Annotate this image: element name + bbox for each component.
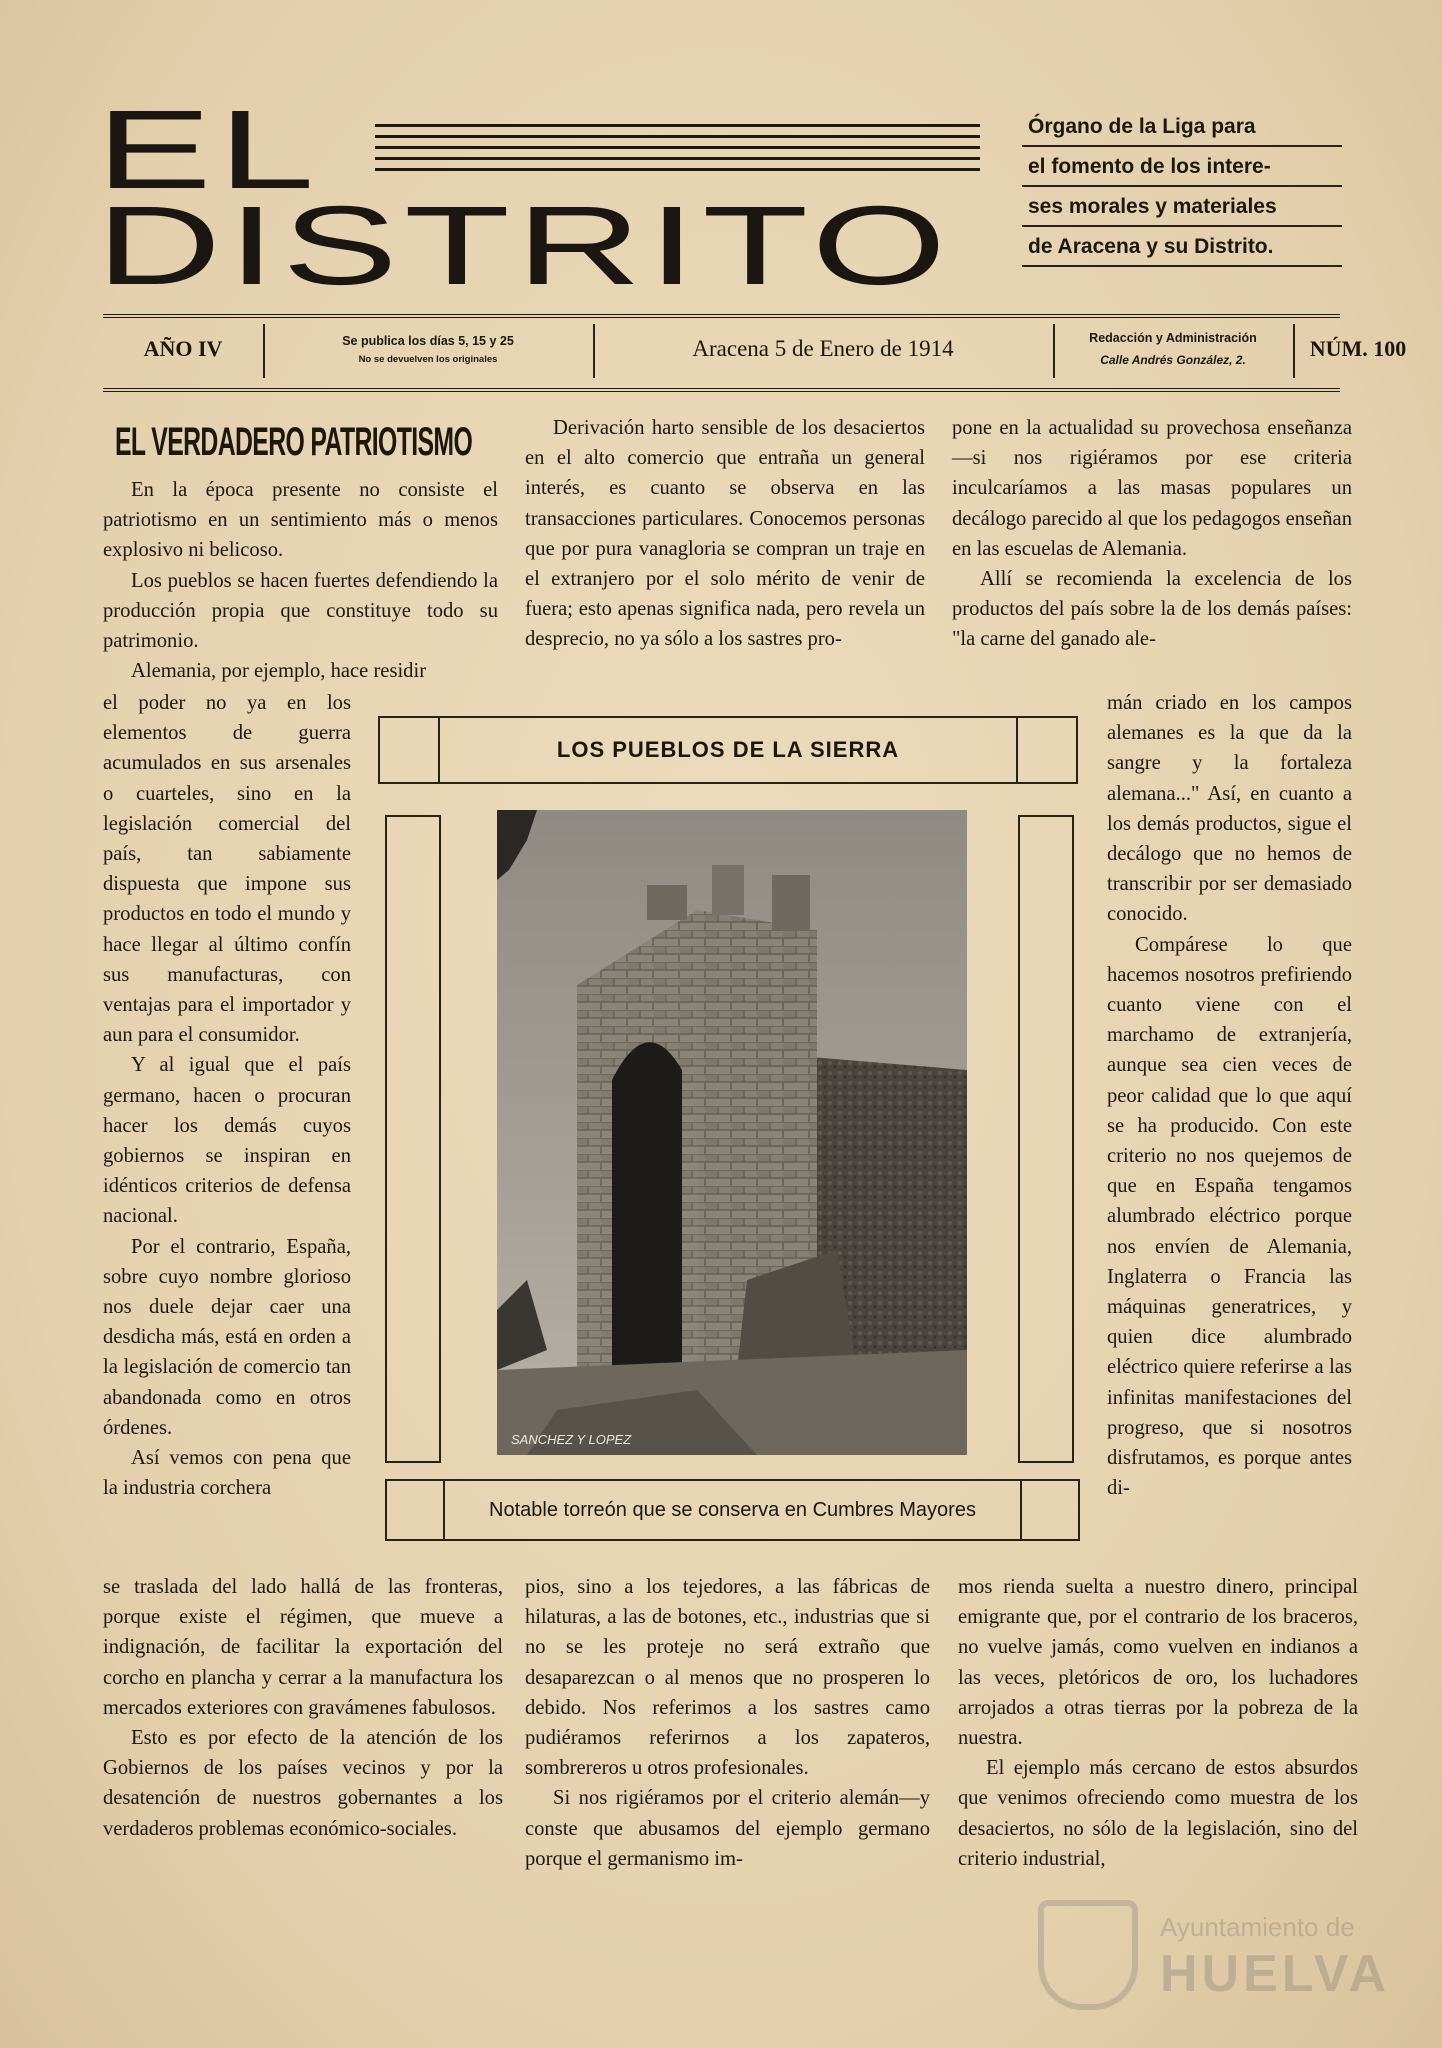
picture-caption-frame	[443, 1481, 1022, 1539]
paragraph: Por el contrario, España, sobre cuyo nombre glorioso nos duele dejar caer una desdicha más, está en orden a la legislación de comercio tan abandonada como en otros órdenes.	[103, 1235, 351, 1439]
column-3-top	[952, 413, 1352, 655]
paragraph: Si nos rigiéramos por el criterio alemán—y conste que abusamos del ejemplo germano porque el germanismo im-	[525, 1787, 930, 1870]
picture-title-frame	[438, 718, 1018, 782]
picture-title-box	[378, 716, 1078, 784]
paragraph: En la época presente no consiste el patriotismo en un sentimiento más o menos explosivo ni belicoso.	[103, 479, 498, 562]
paragraph: Allí se recomienda la excelencia de los productos del país sobre la de los demás países: "la carne del ganado ale-	[952, 568, 1352, 651]
column-1-top	[103, 475, 498, 686]
paragraph: Derivación harto sensible de los desaciertos en el alto comercio que entraña un general interés, es cuanto se observa en las transacciones particulares. Conocemos personas que por pura vanagloria se compran un traje en el extranjero por el solo mérito de venir de fuera; esto apenas significa nada, pero revela un desprecio, no ya sólo a los sastres pro-	[525, 417, 925, 651]
paragraph: mán criado en los campos alemanes es la que da la sangre y la fortaleza alemana..." Así, en cuanto a los demás productos, sigue el decálogo que no hemos de transcribir por ser demasiado conocido.	[1107, 692, 1352, 926]
rule	[375, 168, 980, 171]
paragraph: Compárese lo que hacemos nosotros prefiriendo cuanto viene con el marchamo de extranjería, aunque sea cien veces de peor calidad que lo que aquí se ha producido. Con este criterio no nos quejemos de que en España tengamos alumbrado eléctrico porque nos envíen de Alemania, Inglaterra o Francia las máquinas generatrices, y quien dice alumbrado eléctrico quiere referirse a las infinitas manifestaciones del progreso, que si nosotros disfrutamos, es porque antes di-	[1107, 933, 1352, 1500]
merlon	[647, 885, 687, 920]
rule	[375, 157, 980, 160]
article-headline: EL VERDADERO PATRIOTISMO	[115, 420, 473, 464]
paragraph: mos rienda suelta a nuestro dinero, principal emigrante que, por el contrario de los braceros, no vuelve jamás, como vuelven en indianos a las veces, pletóricos de oro, los luchadores arrojados a otras tierras por la pobreza de la nuestra.	[958, 1576, 1358, 1750]
office-address: Calle Andrés González, 2.	[1100, 353, 1246, 367]
column-2-top	[525, 413, 925, 655]
issue-date: Aracena 5 de Enero de 1914	[692, 336, 954, 361]
motto-line: el fomento de los intere-	[1022, 147, 1342, 187]
picture-right-frame	[1018, 815, 1074, 1463]
paragraph: Esto es por efecto de la atención de los Gobiernos de los países vecinos y por la desatención de nuestros gobernantes a los verdaderos problemas económico-sociales.	[103, 1727, 503, 1840]
originals-note: No se devuelven los originales	[358, 353, 498, 365]
picture-caption: Notable torreón que se conserva en Cumbres Mayores	[489, 1498, 976, 1521]
tower-archway	[612, 1042, 682, 1370]
issue-number: NÚM. 100	[1309, 336, 1407, 361]
paragraph: el poder no ya en los elementos de guerra acumulados en sus arsenales o cuarteles, sino en la legislación comercial del país, tan sabiamente dispuesta que impone sus productos en todo el mundo y hace llegar al último confín sus manufacturas, con ventajas para el importador y aun para el consumidor.	[103, 692, 351, 1047]
photo-credit: SANCHEZ Y LOPEZ	[511, 1432, 632, 1447]
picture-caption-box	[385, 1479, 1080, 1541]
masthead-motto	[1022, 107, 1342, 267]
column-3-bottom	[958, 1572, 1358, 1874]
column-3-narrow	[1107, 688, 1352, 1503]
rule	[375, 146, 980, 149]
motto-line: Órgano de la Liga para	[1022, 107, 1342, 147]
rule	[375, 124, 980, 127]
masthead-rules	[375, 124, 980, 179]
coat-of-arms-icon	[1038, 1900, 1138, 2010]
paragraph: Alemania, por ejemplo, hace residir	[131, 660, 427, 683]
motto-line: ses morales y materiales	[1022, 187, 1342, 227]
paragraph: pios, sino a los tejedores, a las fábricas de hilaturas, a las de botones, etc., industrias que si no se les proteje no será extraño que desaparezcan o al menos que no prosperen lo debido. Nos referimos a los sastres camo pudiéramos referirnos a los zapateros, sombrereros u otros profesionales.	[525, 1576, 930, 1780]
picture-title: LOS PUEBLOS DE LA SIERRA	[556, 737, 900, 762]
paragraph: Así vemos con pena que la industria corchera	[103, 1447, 351, 1500]
paragraph: Los pueblos se hacen fuertes defendiendo la producción propia que constituye todo su patrimonio.	[103, 569, 498, 653]
archive-watermark	[1030, 1900, 1391, 2020]
column-2-bottom	[525, 1572, 930, 1874]
publication-schedule	[263, 318, 593, 380]
paragraph: Y al igual que el país germano, hacen o procuran hacer los demás cuyos gobiernos se inspiran en idénticos criterios de defensa nacional.	[103, 1054, 351, 1228]
column-1-narrow	[103, 688, 351, 1503]
watermark-line2: HUELVA	[1160, 1945, 1391, 2003]
rule	[375, 135, 980, 138]
office-label: Redacción y Administración	[1089, 331, 1257, 345]
tower-photograph	[497, 810, 967, 1455]
issue-year: AÑO IV	[143, 336, 223, 361]
merlon	[772, 875, 810, 930]
picture-left-frame	[385, 815, 441, 1463]
publication-days: Se publica los días 5, 15 y 25	[342, 333, 514, 348]
issue-info-bar	[103, 314, 1407, 392]
column-1-bottom	[103, 1572, 503, 1844]
tower-photo-illustration	[497, 810, 967, 1455]
masthead-title-line1: EL	[96, 87, 321, 212]
editorial-office	[1053, 318, 1293, 380]
paragraph: El ejemplo más cercano de estos absurdos que venimos ofreciendo como muestra de los desaciertos, no sólo de la legislación, sino del criterio industrial,	[958, 1757, 1358, 1870]
paragraph: se traslada del lado hallá de las fronteras, porque existe el régimen, que mueve a indignación, de facilitar la exportación del corcho en plancha y cerrar a la manufactura los mercados exteriores con gravámenes fabulosos.	[103, 1576, 503, 1719]
motto-line: de Aracena y su Distrito.	[1022, 227, 1342, 267]
merlon	[712, 865, 744, 915]
watermark-line1: Ayuntamiento de	[1160, 1912, 1355, 1942]
masthead-title-line2: DISTRITO	[96, 183, 953, 308]
paragraph: pone en la actualidad su provechosa enseñanza—si nos rigiéramos por ese criteria inculcaríamos a las masas populares un decálogo parecido al que los pedagogos enseñan en las escuelas de Alemania.	[952, 417, 1352, 560]
